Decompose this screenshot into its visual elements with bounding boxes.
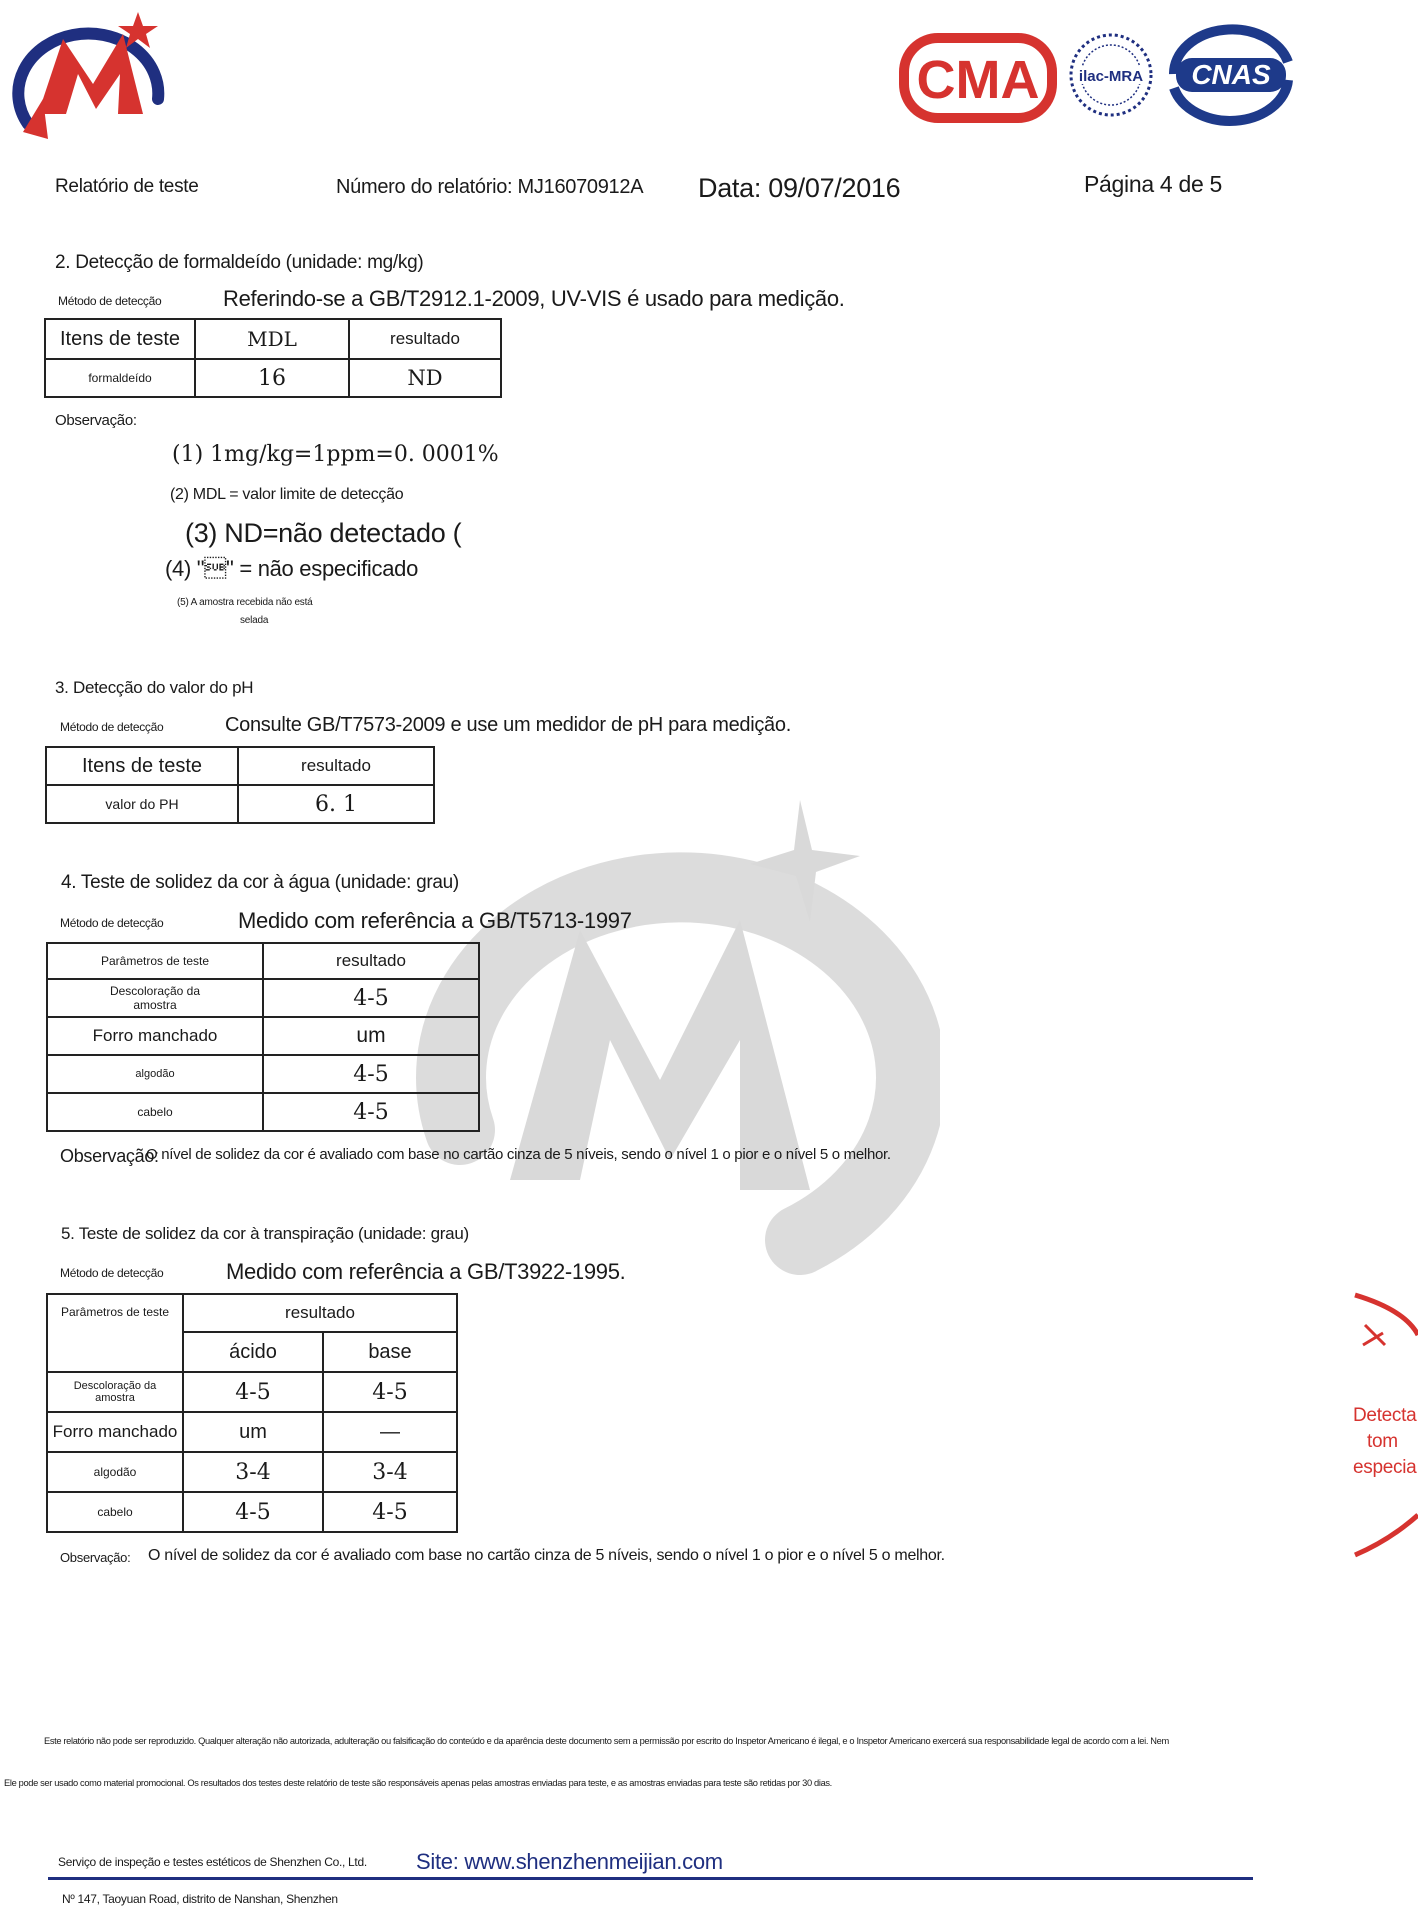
section2-obs-label: Observação: — [55, 412, 137, 429]
table-header-params: Parâmetros de teste — [47, 943, 263, 979]
table-subheader-acid: ácido — [183, 1332, 323, 1372]
stamp-line-1: Detecta — [1353, 1405, 1417, 1426]
ph-table — [45, 746, 435, 824]
table-cell-base: 3-4 — [323, 1452, 457, 1492]
water-fastness-table — [46, 942, 480, 1132]
disclaimer-line-1: Este relatório não pode ser reproduzido. Qualquer alteração não autorizada, adulteração ou falsificação do conteúdo e da aparência deste documento sem a permissão por escrito do Inspetor Americano é ilegal, e o Inspetor Americano exercerá sua responsabilidade legal de acordo com a lei. Nem — [44, 1736, 1169, 1746]
page-number: Página 4 de 5 — [1084, 171, 1223, 197]
section5-obs-label: Observação: — [60, 1550, 131, 1565]
cma-logo — [898, 30, 1058, 125]
table-header-items: Itens de teste — [45, 319, 195, 359]
note-2: (2) MDL = valor limite de detecção — [170, 486, 404, 503]
footer-divider — [48, 1877, 1253, 1880]
section4-obs-text: O nível de solidez da cor é avaliado com base no cartão cinza de 5 níveis, sendo o nível 1 o pior e o nível 5 o melhor. — [146, 1146, 891, 1163]
table-cell-result: 4-5 — [263, 979, 479, 1017]
section2-method-text: Referindo-se a GB/T2912.1-2009, UV-VIS é usado para medição. — [223, 286, 845, 311]
table-header-result: resultado — [183, 1294, 457, 1332]
cnas-logo — [1160, 22, 1300, 127]
table-header-result: resultado — [238, 747, 434, 785]
table-cell-mdl: 16 — [195, 359, 349, 397]
section5-method-text: Medido com referência a GB/T3922-1995. — [226, 1259, 626, 1284]
table-header-result: resultado — [349, 319, 501, 359]
table-cell-item: valor do PH — [46, 785, 238, 823]
cma-text: CMA — [916, 50, 1040, 110]
footer-site[interactable]: Site: www.shenzhenmeijian.com — [416, 1849, 723, 1874]
formaldehyde-table — [44, 318, 502, 398]
report-number: Número do relatório: MJ16070912A — [336, 176, 644, 198]
section5-obs-text: O nível de solidez da cor é avaliado com base no cartão cinza de 5 níveis, sendo o nível 1 o pior e o nível 5 o melhor. — [148, 1547, 945, 1564]
table-cell-acid: 3-4 — [183, 1452, 323, 1492]
table-cell-base: — — [323, 1412, 457, 1452]
table-cell-param: cabelo — [47, 1093, 263, 1131]
table-cell-acid: 4-5 — [183, 1492, 323, 1532]
ilac-text: ilac-MRA — [1078, 68, 1144, 85]
note-3: (3) ND=não detectado ( — [185, 518, 462, 548]
section2-method-label: Método de detecção — [58, 294, 162, 308]
section5-title: 5. Teste de solidez da cor à transpiração (unidade: grau) — [61, 1224, 469, 1243]
section5-method-label: Método de detecção — [60, 1266, 164, 1280]
stamp-line-3: especia — [1353, 1457, 1417, 1478]
table-cell-result: 4-5 — [263, 1055, 479, 1093]
table-header-mdl: MDL — [195, 319, 349, 359]
note-1: (1) 1mg/kg=1ppm=0. 0001% — [172, 442, 499, 467]
section3-title: 3. Detecção do valor do pH — [55, 678, 254, 697]
table-cell-param: cabelo — [47, 1492, 183, 1532]
inspection-stamp — [1345, 1285, 1418, 1565]
note-5-cont: selada — [240, 615, 269, 626]
perspiration-fastness-table — [46, 1293, 458, 1533]
report-date: Data: 09/07/2016 — [698, 173, 901, 203]
note-4: (4) "" = não especificado — [165, 556, 419, 581]
table-cell-param: Descoloração da amostra — [47, 1372, 183, 1412]
table-header-params: Parâmetros de teste — [47, 1294, 183, 1372]
table-cell-acid: um — [183, 1412, 323, 1452]
table-cell-result: um — [263, 1017, 479, 1055]
section3-method-text: Consulte GB/T7573-2009 e use um medidor de pH para medição. — [225, 714, 791, 736]
table-cell-acid: 4-5 — [183, 1372, 323, 1412]
table-header-result: resultado — [263, 943, 479, 979]
table-cell-param: algodão — [47, 1055, 263, 1093]
table-cell-result: 4-5 — [263, 1093, 479, 1131]
table-cell-param: Forro manchado — [47, 1412, 183, 1452]
table-header-items: Itens de teste — [46, 747, 238, 785]
table-cell-result: ND — [349, 359, 501, 397]
table-cell-result: 6. 1 — [238, 785, 434, 823]
table-cell-param: Descoloração da amostra — [47, 979, 263, 1017]
section3-method-label: Método de detecção — [60, 720, 164, 734]
table-cell-param: algodão — [47, 1452, 183, 1492]
section4-method-text: Medido com referência a GB/T5713-1997 — [238, 908, 632, 933]
stamp-line-2: tom — [1367, 1431, 1398, 1452]
company-logo — [8, 4, 178, 154]
section4-obs-label: Observação: — [60, 1146, 159, 1166]
report-label: Relatório de teste — [55, 176, 199, 197]
section4-method-label: Método de detecção — [60, 916, 164, 930]
disclaimer-line-2: Ele pode ser usado como material promocional. Os resultados dos testes deste relatório de teste são responsáveis apenas pelas amostras enviadas para teste, e as amostras enviadas para teste são retidas por 30 dias. — [4, 1778, 832, 1788]
table-cell-base: 4-5 — [323, 1372, 457, 1412]
ilac-mra-logo — [1066, 30, 1156, 120]
footer-address: Nº 147, Taoyuan Road, distrito de Nanshan, Shenzhen — [62, 1892, 338, 1906]
footer-company: Serviço de inspeção e testes estéticos de Shenzhen Co., Ltd. — [58, 1855, 367, 1869]
table-subheader-base: base — [323, 1332, 457, 1372]
section4-title: 4. Teste de solidez da cor à água (unidade: grau) — [61, 872, 459, 893]
table-cell-param: Forro manchado — [47, 1017, 263, 1055]
note-5: (5) A amostra recebida não está — [177, 597, 313, 608]
section2-title: 2. Detecção de formaldeído (unidade: mg/kg) — [55, 252, 424, 273]
cnas-text: CNAS — [1191, 59, 1271, 90]
table-cell-item: formaldeído — [45, 359, 195, 397]
table-cell-base: 4-5 — [323, 1492, 457, 1532]
